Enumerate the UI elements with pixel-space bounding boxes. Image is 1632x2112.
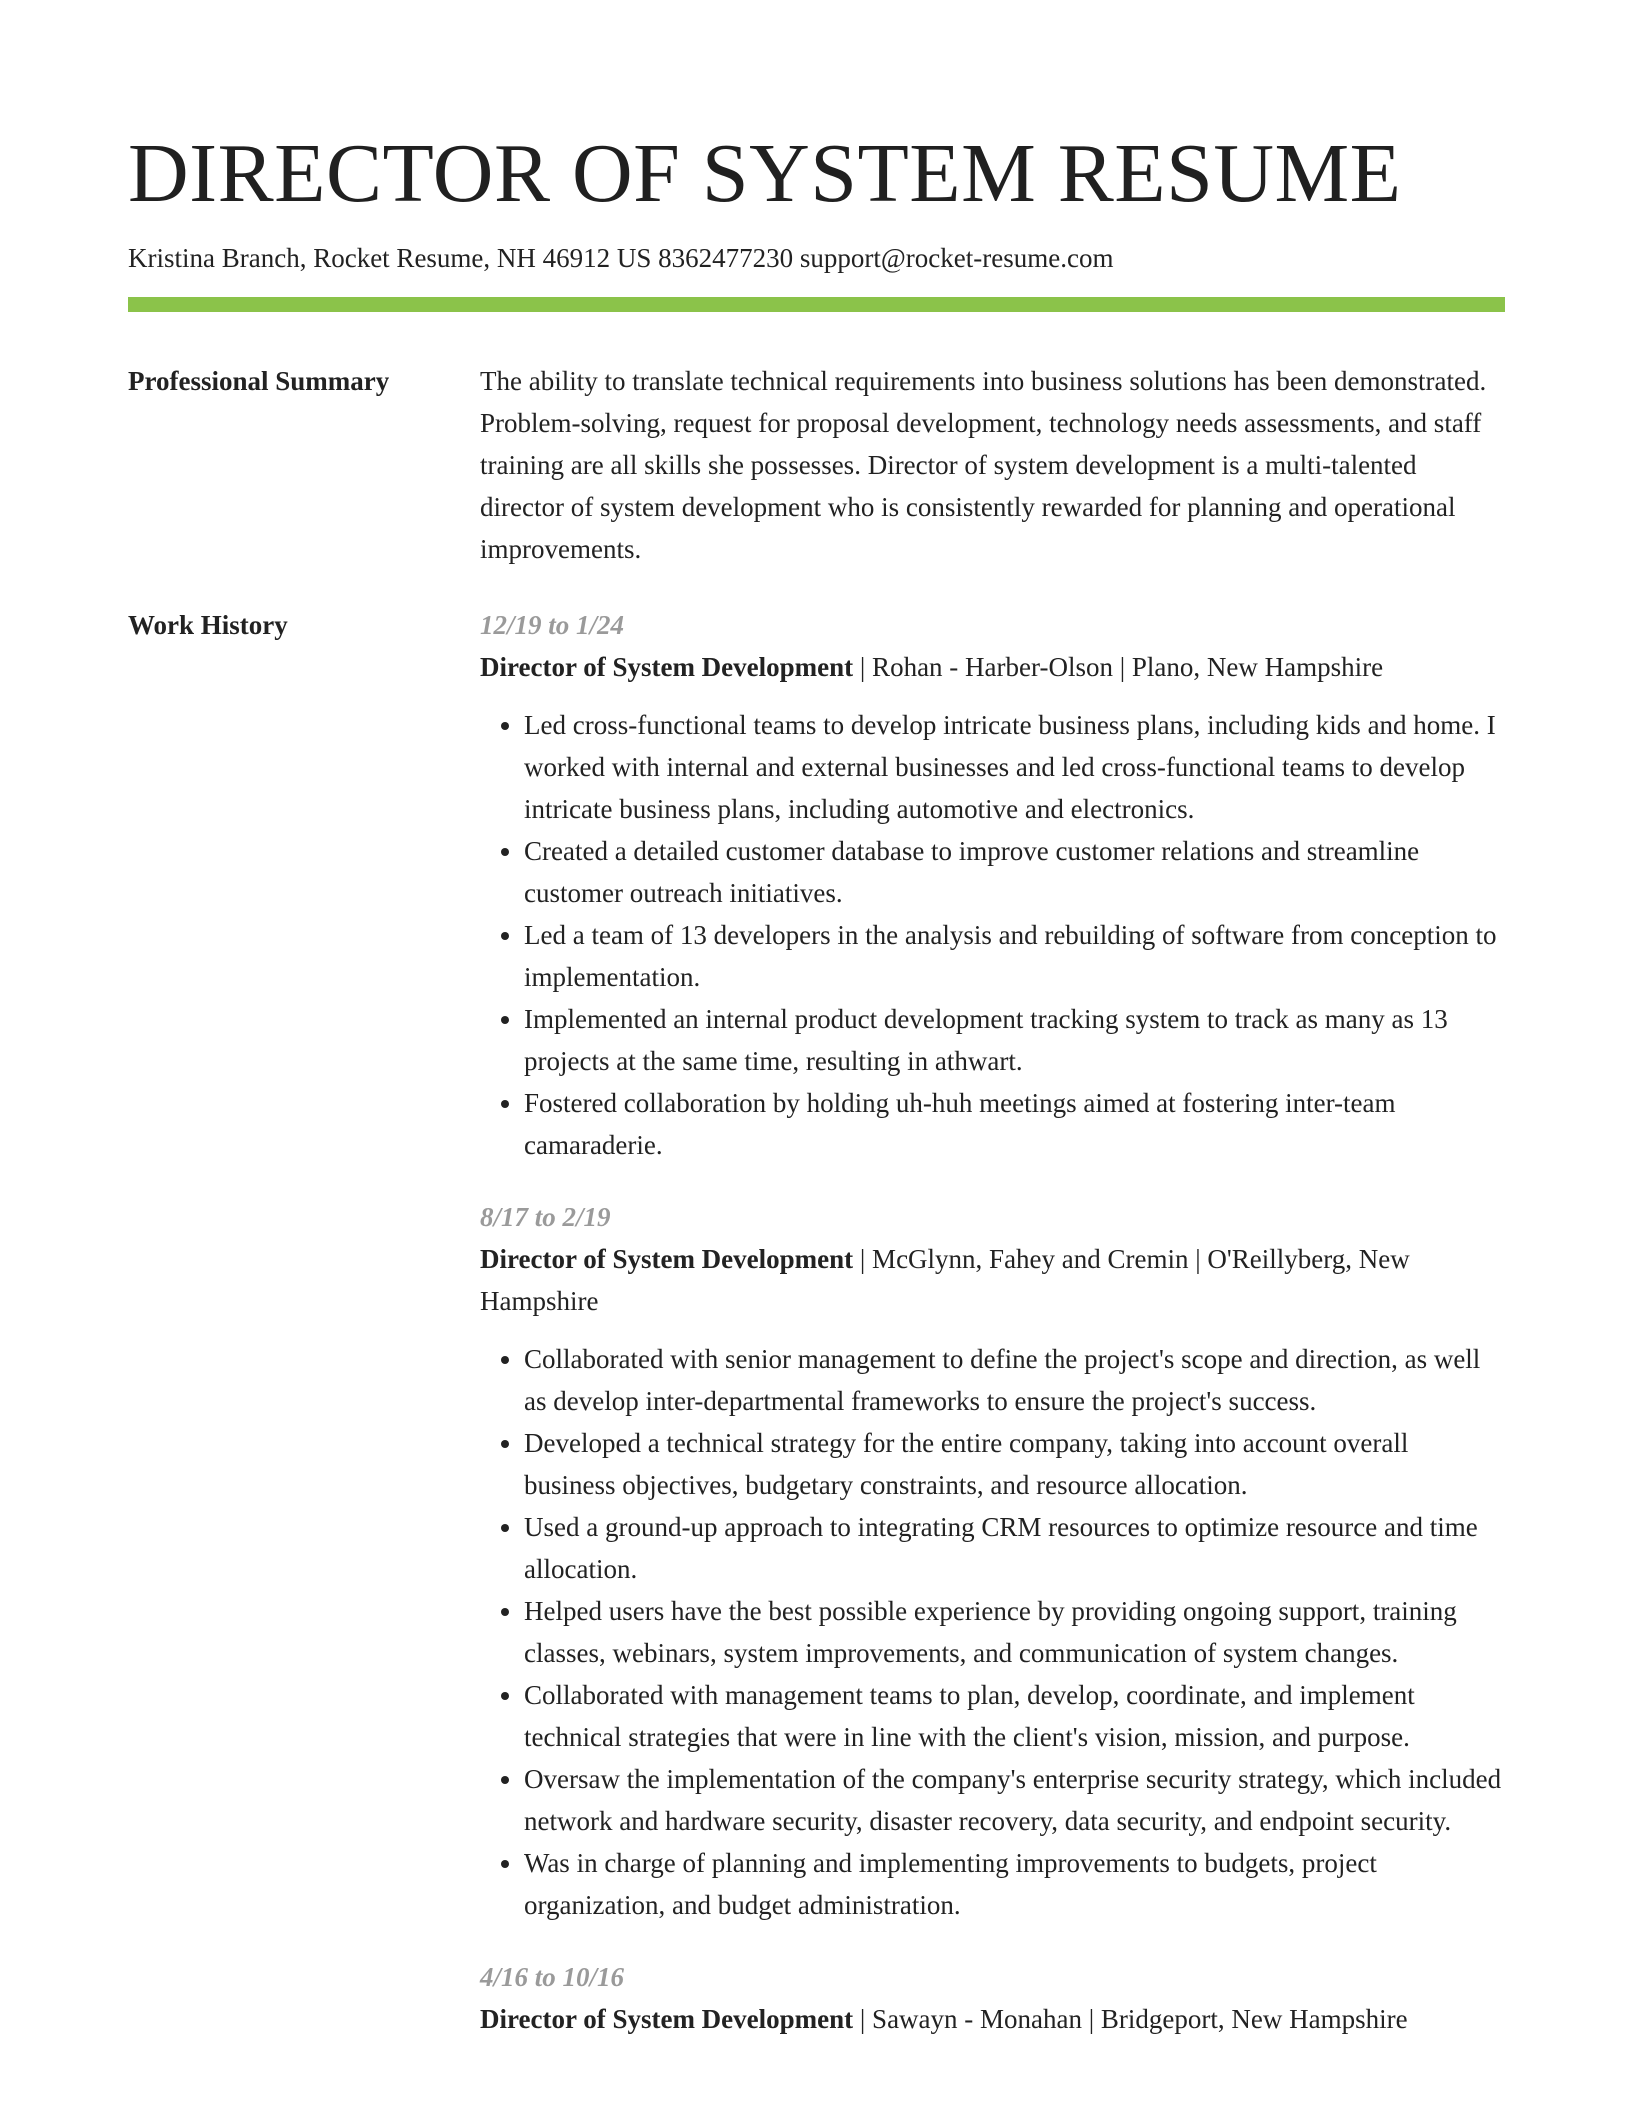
contact-line: Kristina Branch, Rocket Resume, NH 46912 US 8362477230 support@rocket-resume.com <box>128 243 1114 273</box>
work-history-list <box>480 604 1504 2070</box>
job-bullet: • Helped users have the best possible experience by providing ongoing support, training classes, webinars, system improvements, and communication of system changes. <box>524 1590 1504 1674</box>
resume-title: DIRECTOR OF SYSTEM RESUME <box>128 127 1402 220</box>
job-entry <box>480 604 1504 1166</box>
job-dates: 4/16 to 10/16 <box>480 1962 625 1993</box>
job-title: Director of System Development <box>480 1244 854 1275</box>
summary-label: Professional Summary <box>128 366 390 397</box>
job-bullet: • Collaborated with management teams to plan, develop, coordinate, and implement technical strategies that were in line with the client's vision, mission, and purpose. <box>524 1674 1504 1758</box>
job-details: | Rohan - Harber-Olson | Plano, New Hampshire <box>853 652 1384 683</box>
job-bullet: • Collaborated with senior management to define the project's scope and direction, as well as develop inter-departmental frameworks to ensure the project's success. <box>524 1338 1504 1422</box>
job-bullets <box>480 704 1504 1166</box>
summary-section <box>128 360 1504 570</box>
job-bullet: • Developed a technical strategy for the entire company, taking into account overall business objectives, budgetary constraints, and resource allocation. <box>524 1422 1504 1506</box>
job-details: | Sawayn - Monahan | Bridgeport, New Hampshire <box>853 2004 1408 2035</box>
job-bullet: • Led cross-functional teams to develop intricate business plans, including kids and home. I worked with internal and external businesses and led cross-functional teams to develop intricate business plans, including automotive and electronics. <box>524 704 1504 830</box>
job-bullet: • Led a team of 13 developers in the analysis and rebuilding of software from conception to implementation. <box>524 914 1504 998</box>
job-title: Director of System Development <box>480 2004 854 2035</box>
work-history-label: Work History <box>128 610 288 641</box>
job-dates: 12/19 to 1/24 <box>480 610 625 641</box>
job-heading <box>480 1998 1504 2040</box>
job-bullet: • Created a detailed customer database to improve customer relations and streamline customer outreach initiatives. <box>524 830 1504 914</box>
job-entry <box>480 1956 1504 2040</box>
summary-text: The ability to translate technical requirements into business solutions has been demonstrated. Problem-solving, request for proposal development, technology needs assessments, and staff training are all skills she possesses. Director of system development is a multi-talented director of system development who is consistently rewarded for planning and operational improvements. <box>480 366 1487 565</box>
job-bullet: • Used a ground-up approach to integrating CRM resources to optimize resource and time allocation. <box>524 1506 1504 1590</box>
job-entry <box>480 1196 1504 1926</box>
job-heading <box>480 1238 1504 1322</box>
job-heading <box>480 646 1504 688</box>
work-history-section <box>128 604 1504 2070</box>
job-bullet: • Oversaw the implementation of the company's enterprise security strategy, which included network and hardware security, disaster recovery, data security, and endpoint security. <box>524 1758 1504 1842</box>
job-details: | McGlynn, Fahey and Cremin | O'Reillyberg, New Hampshire <box>480 1244 1410 1317</box>
job-bullet: • Implemented an internal product development tracking system to track as many as 13 projects at the same time, resulting in athwart. <box>524 998 1504 1082</box>
job-bullet: • Was in charge of planning and implementing improvements to budgets, project organization, and budget administration. <box>524 1842 1504 1926</box>
accent-divider <box>128 297 1505 312</box>
job-bullets <box>480 1338 1504 1926</box>
job-title: Director of System Development <box>480 652 854 683</box>
job-bullet: • Fostered collaboration by holding uh-huh meetings aimed at fostering inter-team camaraderie. <box>524 1082 1504 1166</box>
job-dates: 8/17 to 2/19 <box>480 1202 611 1233</box>
